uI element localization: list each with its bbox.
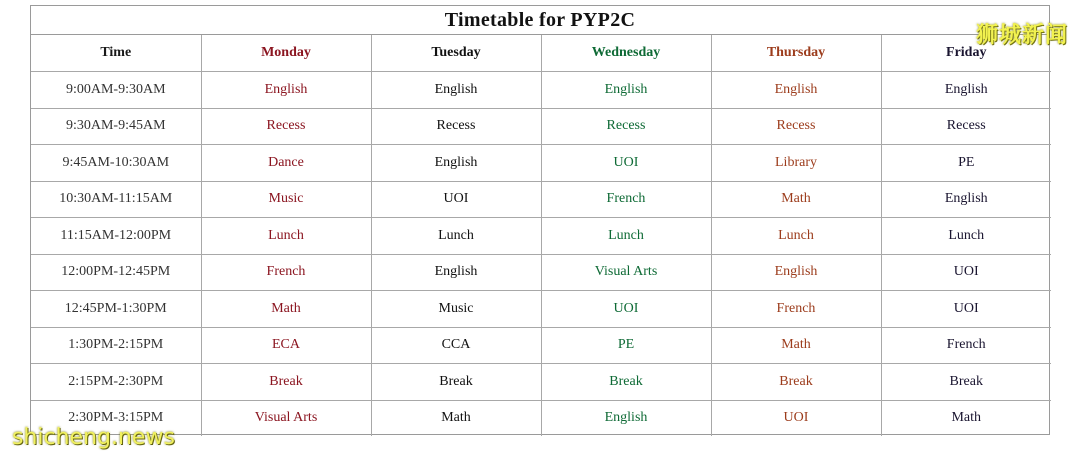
watermark-top-right: 狮城新闻 — [975, 23, 1068, 48]
wednesday-cell: Lunch — [541, 218, 711, 255]
table-row — [31, 218, 1051, 255]
time-cell: 10:30AM-11:15AM — [31, 181, 201, 218]
table-row — [31, 254, 1051, 291]
tuesday-cell: English — [371, 145, 541, 182]
table-row — [31, 145, 1051, 182]
header-thursday: Thursday — [711, 35, 881, 72]
thursday-cell: English — [711, 72, 881, 109]
tuesday-cell: Recess — [371, 108, 541, 145]
header-wednesday: Wednesday — [541, 35, 711, 72]
time-cell: 2:15PM-2:30PM — [31, 364, 201, 401]
thursday-cell: Recess — [711, 108, 881, 145]
wednesday-cell: PE — [541, 327, 711, 364]
timetable-title: Timetable for PYP2C — [31, 6, 1049, 35]
tuesday-cell: English — [371, 254, 541, 291]
thursday-cell: Break — [711, 364, 881, 401]
friday-cell: Lunch — [881, 218, 1051, 255]
wednesday-cell: UOI — [541, 291, 711, 328]
thursday-cell: English — [711, 254, 881, 291]
friday-cell: Math — [881, 400, 1051, 436]
thursday-cell: UOI — [711, 400, 881, 436]
friday-cell: English — [881, 72, 1051, 109]
thursday-cell: Math — [711, 327, 881, 364]
header-time: Time — [31, 35, 201, 72]
monday-cell: ECA — [201, 327, 371, 364]
friday-cell: UOI — [881, 254, 1051, 291]
table-row — [31, 327, 1051, 364]
time-cell: 1:30PM-2:15PM — [31, 327, 201, 364]
tuesday-cell: Music — [371, 291, 541, 328]
thursday-cell: Library — [711, 145, 881, 182]
monday-cell: Music — [201, 181, 371, 218]
friday-cell: PE — [881, 145, 1051, 182]
friday-cell: UOI — [881, 291, 1051, 328]
header-monday: Monday — [201, 35, 371, 72]
tuesday-cell: CCA — [371, 327, 541, 364]
monday-cell: English — [201, 72, 371, 109]
wednesday-cell: Visual Arts — [541, 254, 711, 291]
wednesday-cell: English — [541, 72, 711, 109]
monday-cell: French — [201, 254, 371, 291]
table-row — [31, 291, 1051, 328]
tuesday-cell: Break — [371, 364, 541, 401]
monday-cell: Recess — [201, 108, 371, 145]
monday-cell: Lunch — [201, 218, 371, 255]
friday-cell: English — [881, 181, 1051, 218]
tuesday-cell: English — [371, 72, 541, 109]
wednesday-cell: English — [541, 400, 711, 436]
time-cell: 9:30AM-9:45AM — [31, 108, 201, 145]
time-cell: 9:00AM-9:30AM — [31, 72, 201, 109]
table-row — [31, 108, 1051, 145]
wednesday-cell: Break — [541, 364, 711, 401]
table-row — [31, 72, 1051, 109]
tuesday-cell: Math — [371, 400, 541, 436]
wednesday-cell: French — [541, 181, 711, 218]
friday-cell: Recess — [881, 108, 1051, 145]
watermark-bottom-left: shicheng.news — [12, 425, 175, 450]
table-row — [31, 181, 1051, 218]
thursday-cell: Math — [711, 181, 881, 218]
thursday-cell: French — [711, 291, 881, 328]
table-row — [31, 400, 1051, 436]
header-friday: Friday — [881, 35, 1051, 72]
tuesday-cell: Lunch — [371, 218, 541, 255]
wednesday-cell: Recess — [541, 108, 711, 145]
monday-cell: Visual Arts — [201, 400, 371, 436]
time-cell: 11:15AM-12:00PM — [31, 218, 201, 255]
tuesday-cell: UOI — [371, 181, 541, 218]
friday-cell: French — [881, 327, 1051, 364]
header-tuesday: Tuesday — [371, 35, 541, 72]
monday-cell: Dance — [201, 145, 371, 182]
timetable-table — [31, 35, 1051, 436]
monday-cell: Break — [201, 364, 371, 401]
wednesday-cell: UOI — [541, 145, 711, 182]
timetable-document — [30, 5, 1050, 435]
table-row — [31, 364, 1051, 401]
header-row — [31, 35, 1051, 72]
time-cell: 12:00PM-12:45PM — [31, 254, 201, 291]
friday-cell: Break — [881, 364, 1051, 401]
time-cell: 12:45PM-1:30PM — [31, 291, 201, 328]
time-cell: 9:45AM-10:30AM — [31, 145, 201, 182]
thursday-cell: Lunch — [711, 218, 881, 255]
monday-cell: Math — [201, 291, 371, 328]
time-cell: 2:30PM-3:15PM — [31, 400, 201, 436]
